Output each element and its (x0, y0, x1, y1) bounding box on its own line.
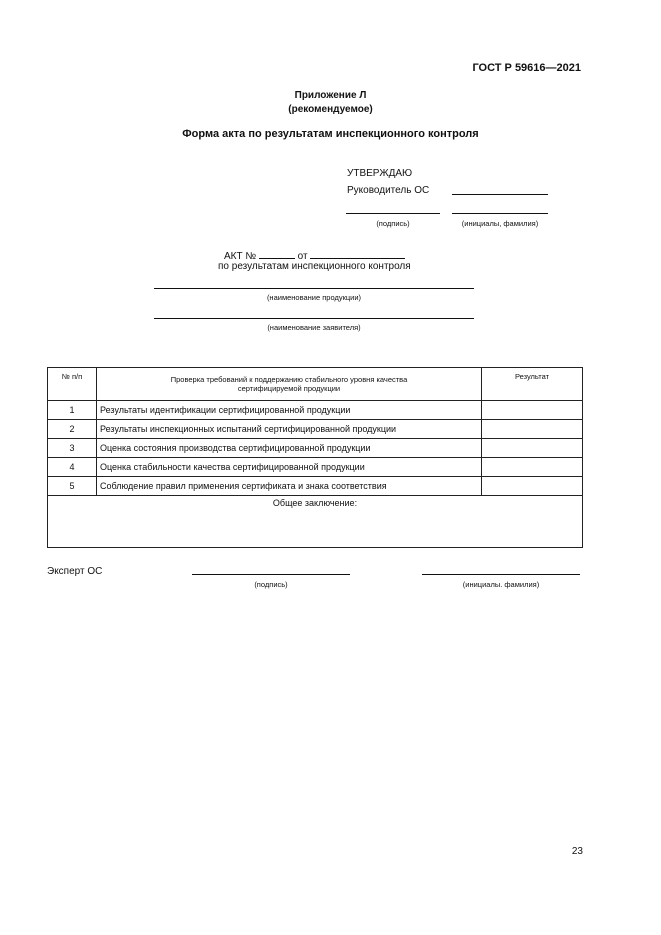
standard-number: ГОСТ Р 59616—2021 (472, 62, 581, 74)
conclusion-cell: Общее заключение: (48, 496, 583, 548)
act-from-label: от (297, 251, 308, 262)
table-header-row (48, 368, 583, 401)
row-text: Оценка состояния производства сертифицированной продукции (97, 439, 482, 458)
table-row (48, 458, 583, 477)
form-title: Форма акта по результатам инспекционного контроля (182, 128, 479, 140)
expert-initials-caption: (инициалы. фамилия) (462, 580, 540, 589)
row-text: Результаты инспекционных испытаний сертифицированной продукции (97, 420, 482, 439)
act-number-blank (259, 249, 295, 259)
row-result (482, 477, 583, 496)
table-row (48, 439, 583, 458)
expert-signature-line (192, 574, 350, 575)
head-initials-line (452, 213, 548, 214)
expert-signature-caption: (подпись) (254, 580, 288, 589)
row-num: 3 (48, 439, 97, 458)
header-result: Результат (482, 368, 583, 401)
head-signature-line (346, 213, 440, 214)
act-date-blank (310, 249, 405, 259)
initials-caption: (инициалы, фамилия) (461, 219, 539, 228)
product-line (154, 288, 474, 289)
applicant-line (154, 318, 474, 319)
approve-label: УТВЕРЖДАЮ (347, 168, 413, 179)
signature-caption: (подпись) (376, 219, 410, 228)
annex-subtitle: (рекомендуемое) (288, 104, 373, 115)
row-num: 4 (48, 458, 97, 477)
row-num: 1 (48, 401, 97, 420)
applicant-caption: (наименование заявителя) (267, 323, 361, 332)
table-row (48, 420, 583, 439)
table-row (48, 401, 583, 420)
row-num: 5 (48, 477, 97, 496)
row-result (482, 458, 583, 477)
head-name-line (452, 194, 548, 195)
head-label: Руководитель ОС (347, 185, 430, 196)
expert-initials-line (422, 574, 580, 575)
row-num: 2 (48, 420, 97, 439)
product-caption: (наименование продукции) (266, 293, 362, 302)
row-result (482, 439, 583, 458)
expert-label: Эксперт ОС (47, 566, 103, 577)
page-number: 23 (571, 846, 583, 857)
conclusion-row (48, 496, 583, 548)
row-text: Оценка стабильности качества сертифицированной продукции (97, 458, 482, 477)
header-num: № п/п (48, 368, 97, 401)
row-result (482, 401, 583, 420)
row-text: Соблюдение правил применения сертификата и знака соответствия (97, 477, 482, 496)
table-row (48, 477, 583, 496)
act-number-label: АКТ № (224, 251, 257, 262)
row-text: Результаты идентификации сертифицированной продукции (97, 401, 482, 420)
inspection-table (47, 367, 583, 548)
act-subtitle: по результатам инспекционного контроля (218, 261, 411, 272)
row-result (482, 420, 583, 439)
annex-title: Приложение Л (294, 90, 367, 101)
header-check: Проверка требований к поддержанию стабильного уровня качества сертифицируемой продукции (97, 368, 482, 401)
